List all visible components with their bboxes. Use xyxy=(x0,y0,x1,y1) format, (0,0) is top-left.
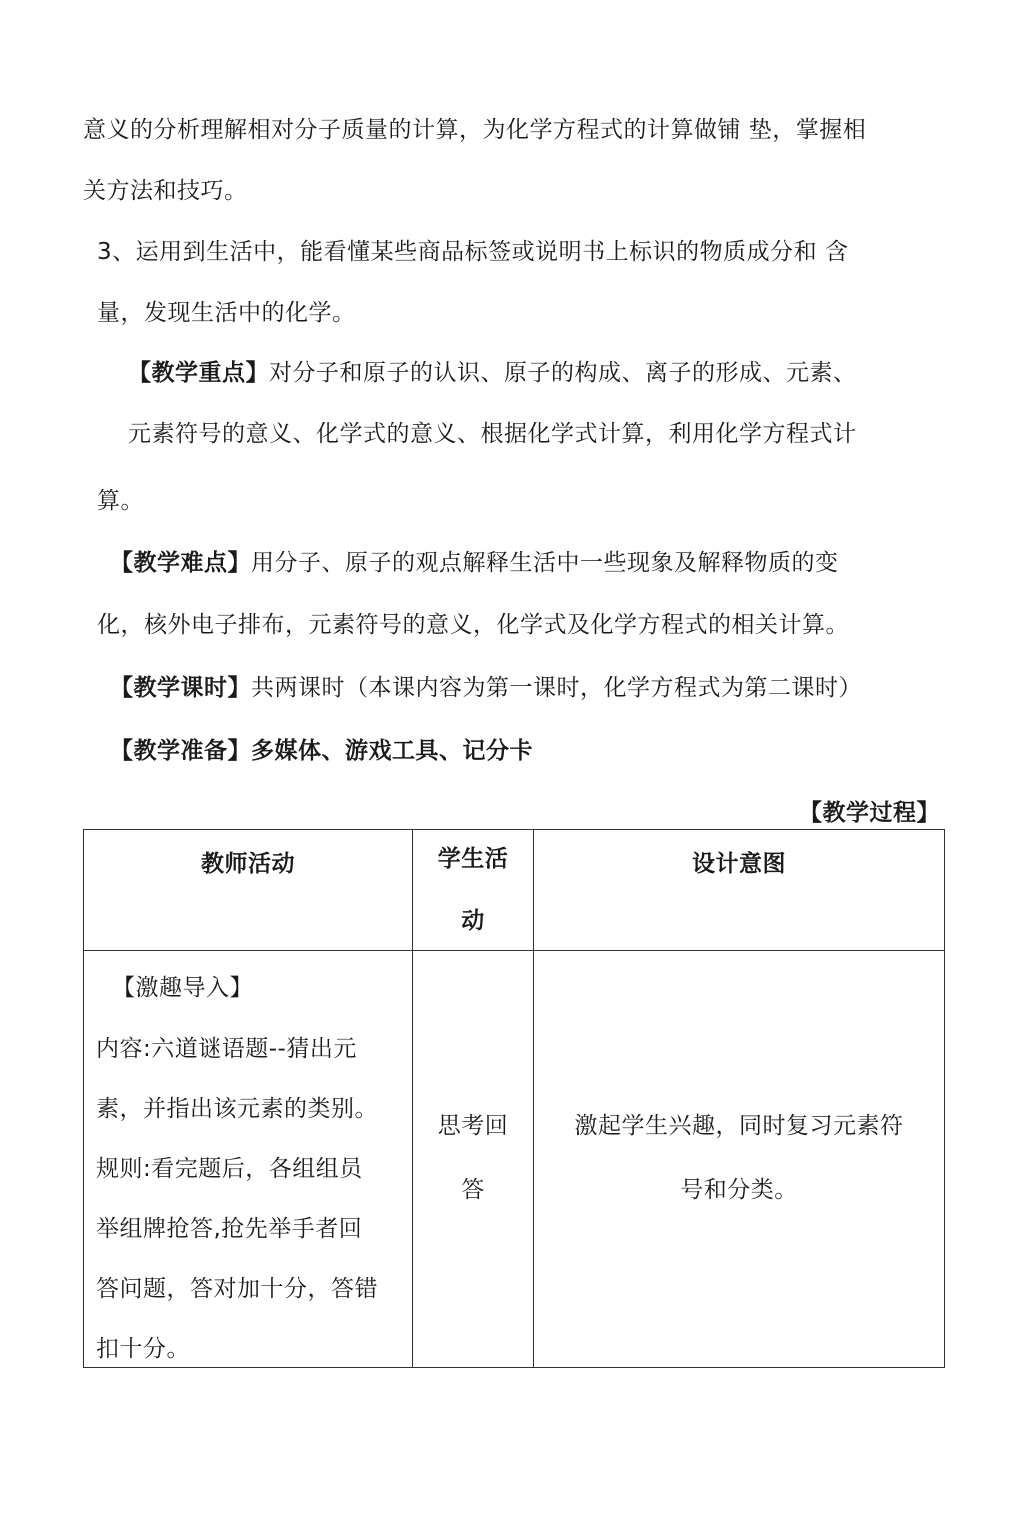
teaching-prep xyxy=(110,736,533,766)
cell-text-line: 号和分类。 xyxy=(680,1177,798,1203)
teaching-process-table xyxy=(83,829,945,1368)
paragraph-text: 化，核外电子排布，元素符号的意义，化学式及化学方程式的相关计算。 xyxy=(97,612,849,638)
cell-text-line: 内容:六道谜语题--猜出元 xyxy=(96,1036,357,1062)
paragraph-text: 算。 xyxy=(97,488,144,514)
cell-text-line: 扣十分。 xyxy=(96,1336,190,1362)
teaching-focus xyxy=(128,358,857,388)
header-teacher-label: 教师活动 xyxy=(201,851,295,877)
cell-text-line: 答 xyxy=(461,1177,485,1203)
paragraph-text: 元素符号的意义、化学式的意义、根据化学式计算，利用化学方程式计 xyxy=(128,421,857,447)
header-teacher-activity xyxy=(84,830,413,951)
paragraph-text: 3、运用到生活中，能看懂某些商品标签或说明书上标识的物质成分和 含 xyxy=(97,239,849,265)
teacher-activity-cell xyxy=(84,951,413,1368)
teaching-process-label: 【教学过程】 xyxy=(799,800,940,826)
teaching-focus-label: 【教学重点】 xyxy=(128,360,269,386)
teaching-hours xyxy=(110,673,862,703)
cell-text-line: 规则:看完题后，各组组员 xyxy=(96,1156,363,1182)
cell-text-line: 素，并指出该元素的类别。 xyxy=(96,1096,378,1122)
design-intent-cell xyxy=(534,951,945,1368)
header-design-label: 设计意图 xyxy=(692,851,786,877)
cell-text-line: 举组牌抢答,抢先举手者回 xyxy=(96,1216,363,1242)
table-row xyxy=(84,951,945,1368)
cell-text-line: 思考回 xyxy=(437,1113,509,1139)
teaching-focus-text: 对分子和原子的认识、原子的构成、离子的形成、元素、 xyxy=(269,360,857,386)
cell-text-line: 答问题，答对加十分，答错 xyxy=(96,1276,378,1302)
cell-text-line: 【激趣导入】 xyxy=(112,975,253,1001)
paragraph-text: 量，发现生活中的化学。 xyxy=(97,300,356,326)
cell-text-line: 激起学生兴趣，同时复习元素符 xyxy=(574,1113,904,1139)
teaching-prep-text: 多媒体、游戏工具、记分卡 xyxy=(251,738,533,764)
teaching-difficulty-text: 用分子、原子的观点解释生活中一些现象及解释物质的变 xyxy=(251,550,839,576)
header-student-label-line2: 动 xyxy=(461,908,485,934)
teaching-difficulty-label: 【教学难点】 xyxy=(110,550,251,576)
student-activity-cell xyxy=(413,951,534,1368)
header-student-label-line1: 学生活 xyxy=(437,846,509,872)
teaching-prep-label: 【教学准备】 xyxy=(110,738,251,764)
teaching-hours-label: 【教学课时】 xyxy=(110,675,251,701)
paragraph-text: 关方法和技巧。 xyxy=(83,178,248,204)
header-design-intent xyxy=(534,830,945,951)
table-header-row xyxy=(84,830,945,951)
header-student-activity xyxy=(413,830,534,951)
teaching-difficulty xyxy=(110,548,839,578)
paragraph-text: 意义的分析理解相对分子质量的计算，为化学方程式的计算做铺 垫，掌握相 xyxy=(83,117,867,143)
teaching-hours-text: 共两课时（本课内容为第一课时，化学方程式为第二课时） xyxy=(251,675,862,701)
